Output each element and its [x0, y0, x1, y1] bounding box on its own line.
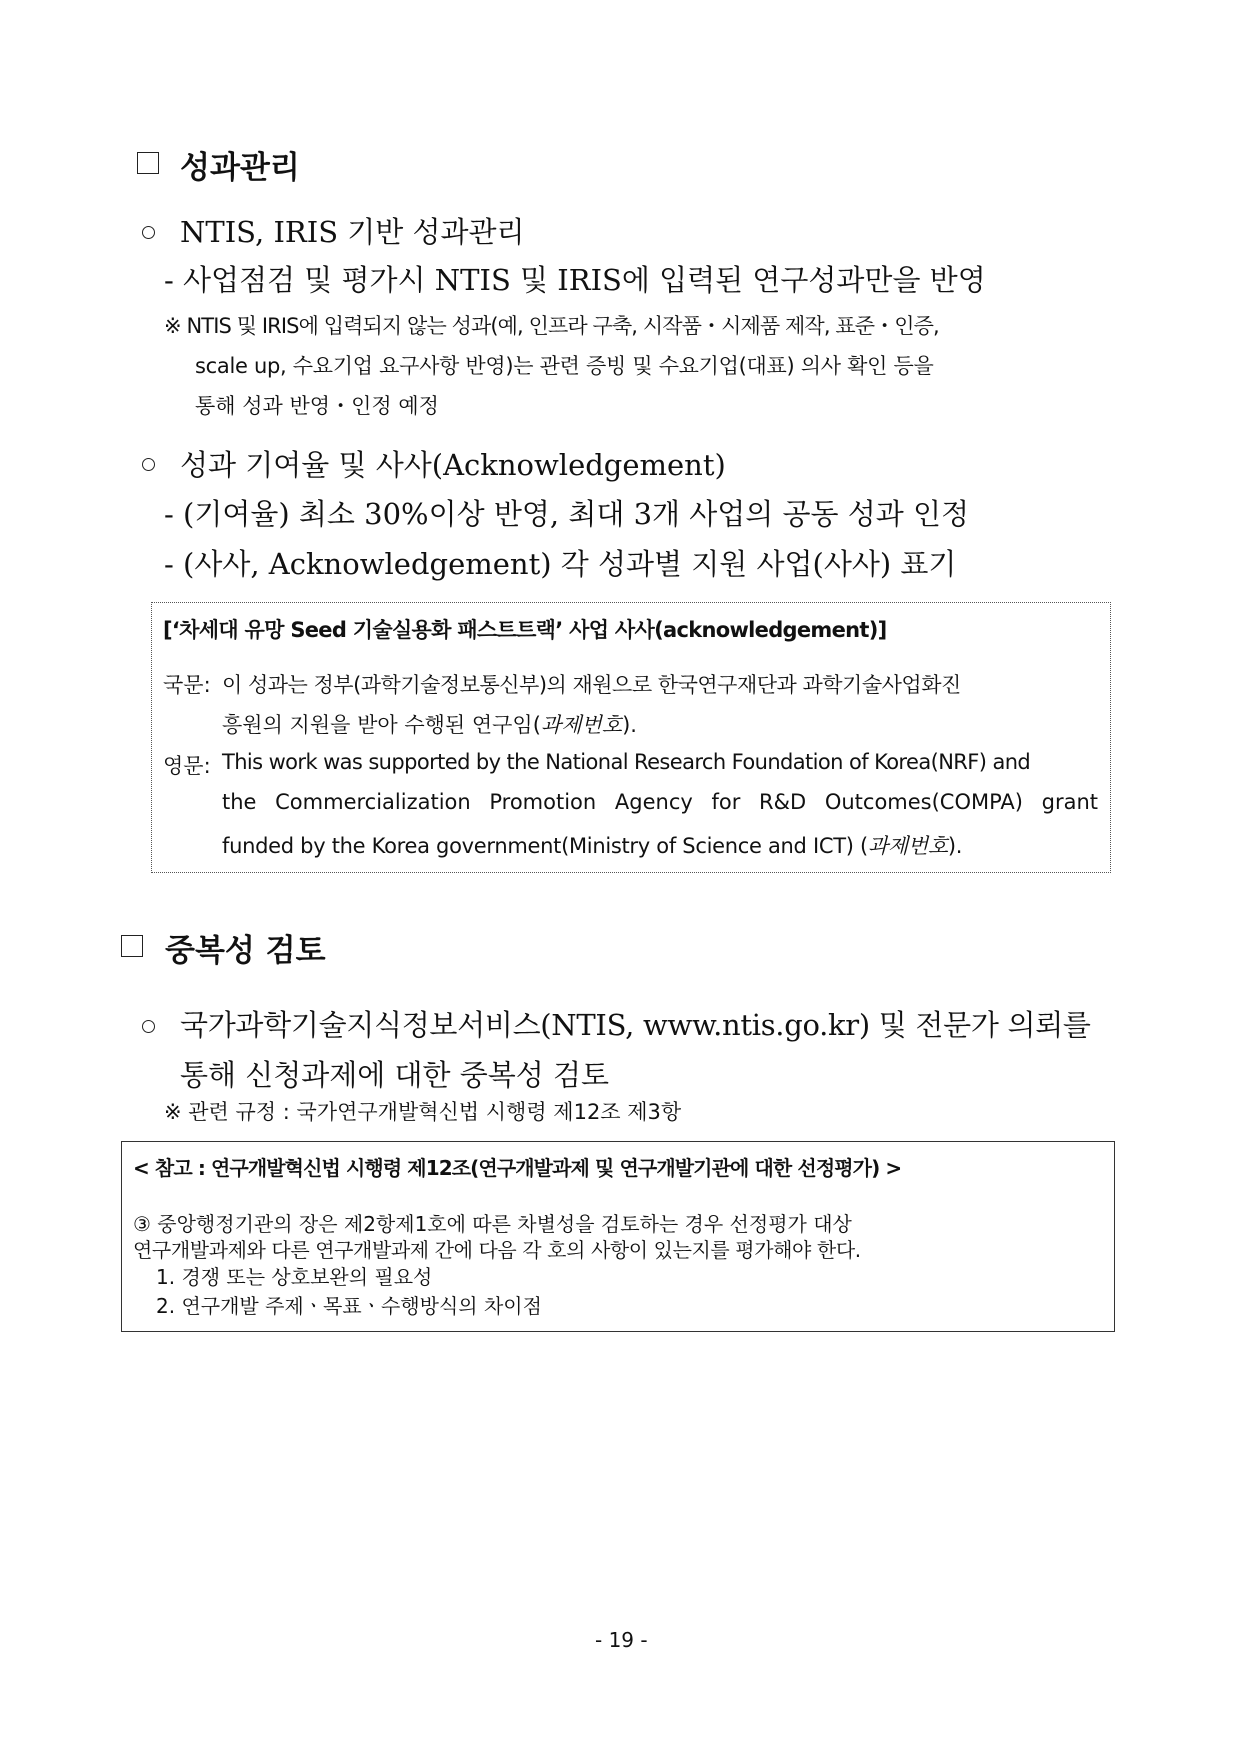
- dash-acknowledgement: - (사사, Acknowledgement) 각 성과별 지원 사업(사사) 표기: [164, 547, 957, 581]
- korean-text-line: [222, 709, 637, 739]
- note-line: ※ NTIS 및 IRIS에 입력되지 않는 성과(예, 인프라 구축, 시작품・시제품 제작, 표준・인증,: [164, 314, 939, 338]
- korean-text: 흥원의 지원을 받아 수행된 연구임(: [222, 713, 541, 737]
- korean-label: 국문:: [163, 673, 211, 697]
- note-line: 통해 성과 반영・인정 예정: [195, 394, 439, 418]
- english-text-end: ).: [947, 834, 963, 858]
- english-label: 영문:: [163, 754, 211, 778]
- bullet-circle-icon: [142, 1020, 155, 1033]
- section-heading-duplication: 중복성 검토: [165, 933, 326, 969]
- reference-box-title: < 참고 : 연구개발혁신법 시행령 제12조(연구개발과제 및 연구개발기관에 대한 선정평가) >: [133, 1156, 902, 1180]
- acknowledgement-box-title: [‘차세대 유망 Seed 기술실용화 패스트트랙’ 사업 사사(acknowledgement)]: [163, 618, 887, 642]
- project-number-italic: 과제번호: [540, 713, 623, 737]
- english-text: funded by the Korea government(Ministry of Science and ICT) (: [222, 834, 868, 858]
- english-text-line: This work was supported by the National Research Foundation of Korea(NRF) and: [222, 750, 1031, 774]
- reference-item: 2. 연구개발 주제ㆍ목표ㆍ수행방식의 차이점: [156, 1294, 542, 1318]
- korean-text-end: ).: [622, 713, 637, 737]
- dash-reflect-results: - 사업점검 및 평가시 NTIS 및 IRIS에 입력된 연구성과만을 반영: [164, 263, 986, 297]
- dash-contribution: - (기여율) 최소 30%이상 반영, 최대 3개 사업의 공동 성과 인정: [164, 497, 970, 531]
- bullet-circle-icon: [142, 226, 155, 239]
- reference-line: 연구개발과제와 다른 연구개발과제 간에 다음 각 호의 사항이 있는지를 평가해야 한다.: [133, 1238, 861, 1262]
- bullet-ntis-review-cont: 통해 신청과제에 대한 중복성 검토: [180, 1058, 610, 1092]
- project-number-italic: 과제번호: [867, 834, 948, 858]
- english-text-line: [222, 830, 962, 860]
- bullet-ntis-review: 국가과학기술지식정보서비스(NTIS, www.ntis.go.kr) 및 전문가 의뢰를: [180, 1008, 1091, 1042]
- bullet-contribution-acknowledgement: 성과 기여율 및 사사(Acknowledgement): [180, 448, 726, 482]
- reference-item: 1. 경쟁 또는 상호보완의 필요성: [156, 1265, 433, 1289]
- section-heading-performance: 성과관리: [180, 150, 300, 186]
- note-line: scale up, 수요기업 요구사항 반영)는 관련 증빙 및 수요기업(대표) 의사 확인 등을: [195, 354, 934, 378]
- checkbox-square-icon: [137, 152, 159, 174]
- bullet-ntis-iris: NTIS, IRIS 기반 성과관리: [180, 215, 525, 249]
- korean-text-line: 이 성과는 정부(과학기술정보통신부)의 재원으로 한국연구재단과 과학기술사업화진: [222, 673, 961, 697]
- english-text-line: the Commercialization Promotion Agency for R&D Outcomes(COMPA) grant: [222, 790, 1099, 814]
- page-number: - 19 -: [595, 1628, 648, 1652]
- regulation-note: ※ 관련 규정 : 국가연구개발혁신법 시행령 제12조 제3항: [164, 1100, 682, 1124]
- checkbox-square-icon: [121, 935, 143, 957]
- reference-line: ③ 중앙행정기관의 장은 제2항제1호에 따른 차별성을 검토하는 경우 선정평가 대상: [133, 1212, 852, 1236]
- bullet-circle-icon: [142, 458, 155, 471]
